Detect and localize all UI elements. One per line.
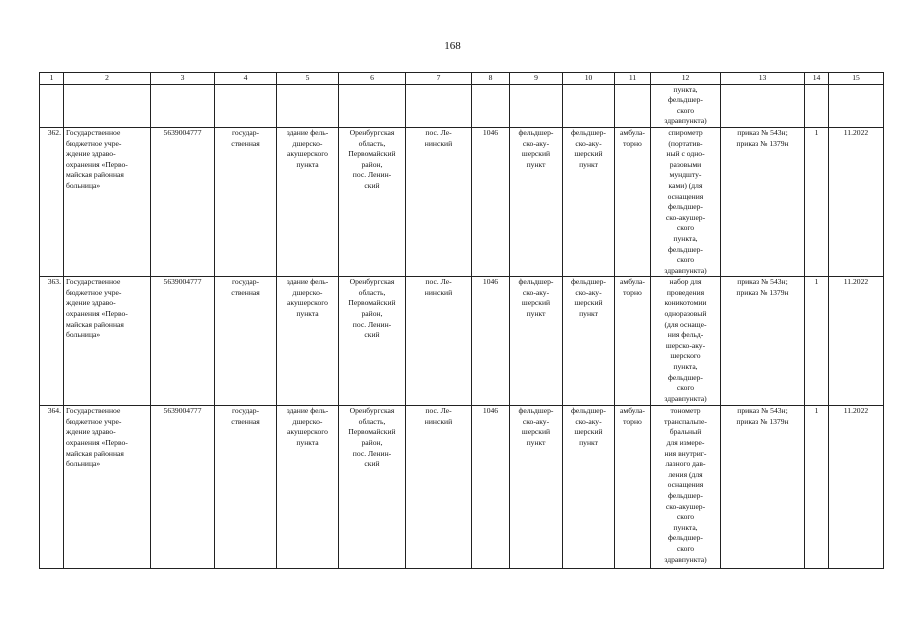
table-row xyxy=(40,406,884,569)
date-cell: 11.2022 xyxy=(829,127,884,276)
facility-type-cell: фельдшер- ско-аку- шерский пункт xyxy=(563,277,615,406)
equipment-cell: спирометр (портатив- ный с одно- разовыми мундшту- ками) (для оснащения фельдшер- ско-акушер- ского пункта, фельдшер- ского здравпункта) xyxy=(651,127,721,276)
order-cell: приказ № 543н; приказ № 1379н xyxy=(721,406,805,569)
row-number: 362. xyxy=(40,127,64,276)
table-cell xyxy=(805,84,829,127)
row-number: 363. xyxy=(40,277,64,406)
continuation-row xyxy=(40,84,884,127)
row-number: 364. xyxy=(40,406,64,569)
order-cell: приказ № 543н; приказ № 1379н xyxy=(721,127,805,276)
care-mode-cell: амбула- торно xyxy=(615,406,651,569)
population-cell: 1046 xyxy=(472,277,510,406)
population-cell: 1046 xyxy=(472,406,510,569)
organization-cell: Государственное бюджетное учре- ждение здраво- охранения «Перво- майская районная больница» xyxy=(64,277,151,406)
equipment-cell: набор для проведения коникотомии одноразовый (для оснаще- ния фельд- шерско-аку- шерского пункта, фельдшер- ского здравпункта) xyxy=(651,277,721,406)
date-cell: 11.2022 xyxy=(829,277,884,406)
table-cell xyxy=(615,84,651,127)
building-cell: здание фель- дшерско- акушерского пункта xyxy=(277,406,339,569)
table-cell xyxy=(151,84,215,127)
facility-type-cell: фельдшер- ско-аку- шерский пункт xyxy=(510,277,563,406)
column-header: 13 xyxy=(721,73,805,85)
equipment-cell: пункта, фельдшер- ского здравпункта) xyxy=(651,84,721,127)
header-row xyxy=(40,73,884,85)
care-mode-cell: амбула- торно xyxy=(615,277,651,406)
date-cell: 11.2022 xyxy=(829,406,884,569)
ownership-cell: государ- ственная xyxy=(215,277,277,406)
locality-cell: пос. Ле- нинский xyxy=(406,277,472,406)
column-header: 12 xyxy=(651,73,721,85)
facility-type-cell: фельдшер- ско-аку- шерский пункт xyxy=(510,127,563,276)
ownership-cell: государ- ственная xyxy=(215,127,277,276)
locality-cell: пос. Ле- нинский xyxy=(406,127,472,276)
ownership-cell: государ- ственная xyxy=(215,406,277,569)
column-header: 14 xyxy=(805,73,829,85)
facility-type-cell: фельдшер- ско-аку- шерский пункт xyxy=(510,406,563,569)
address-cell: Оренбургская область, Первомайский район, пос. Ленин- ский xyxy=(339,406,406,569)
population-cell: 1046 xyxy=(472,127,510,276)
column-header: 9 xyxy=(510,73,563,85)
organization-cell: Государственное бюджетное учре- ждение здраво- охранения «Перво- майская районная больница» xyxy=(64,127,151,276)
care-mode-cell: амбула- торно xyxy=(615,127,651,276)
column-header: 1 xyxy=(40,73,64,85)
column-header: 11 xyxy=(615,73,651,85)
column-header: 4 xyxy=(215,73,277,85)
quantity-cell: 1 xyxy=(805,406,829,569)
table-cell xyxy=(721,84,805,127)
column-header: 2 xyxy=(64,73,151,85)
registry-table xyxy=(39,72,884,569)
table-cell xyxy=(40,84,64,127)
page-number: 168 xyxy=(444,40,461,52)
inn-cell: 5639004777 xyxy=(151,127,215,276)
column-header: 5 xyxy=(277,73,339,85)
column-header: 6 xyxy=(339,73,406,85)
table-row xyxy=(40,277,884,406)
table-row xyxy=(40,127,884,276)
column-header: 15 xyxy=(829,73,884,85)
address-cell: Оренбургская область, Первомайский район, пос. Ленин- ский xyxy=(339,277,406,406)
table-cell xyxy=(563,84,615,127)
locality-cell: пос. Ле- нинский xyxy=(406,406,472,569)
table-cell xyxy=(277,84,339,127)
quantity-cell: 1 xyxy=(805,277,829,406)
equipment-cell: тонометр транспальпе- бральный для измере- ния внутриг- лазного дав- ления (для оснащения фельдшер- ско-акушер- ского пункта, фельдшер- ского здравпункта) xyxy=(651,406,721,569)
building-cell: здание фель- дшерско- акушерского пункта xyxy=(277,277,339,406)
organization-cell: Государственное бюджетное учре- ждение здраво- охранения «Перво- майская районная больница» xyxy=(64,406,151,569)
table-cell xyxy=(215,84,277,127)
table-cell xyxy=(510,84,563,127)
table-cell xyxy=(64,84,151,127)
facility-type-cell: фельдшер- ско-аку- шерский пункт xyxy=(563,406,615,569)
table-cell xyxy=(829,84,884,127)
quantity-cell: 1 xyxy=(805,127,829,276)
address-cell: Оренбургская область, Первомайский район, пос. Ленин- ский xyxy=(339,127,406,276)
inn-cell: 5639004777 xyxy=(151,277,215,406)
facility-type-cell: фельдшер- ско-аку- шерский пункт xyxy=(563,127,615,276)
column-header: 7 xyxy=(406,73,472,85)
building-cell: здание фель- дшерско- акушерского пункта xyxy=(277,127,339,276)
inn-cell: 5639004777 xyxy=(151,406,215,569)
order-cell: приказ № 543н; приказ № 1379н xyxy=(721,277,805,406)
column-header: 10 xyxy=(563,73,615,85)
column-header: 8 xyxy=(472,73,510,85)
table-cell xyxy=(339,84,406,127)
table-cell xyxy=(472,84,510,127)
table-cell xyxy=(406,84,472,127)
column-header: 3 xyxy=(151,73,215,85)
